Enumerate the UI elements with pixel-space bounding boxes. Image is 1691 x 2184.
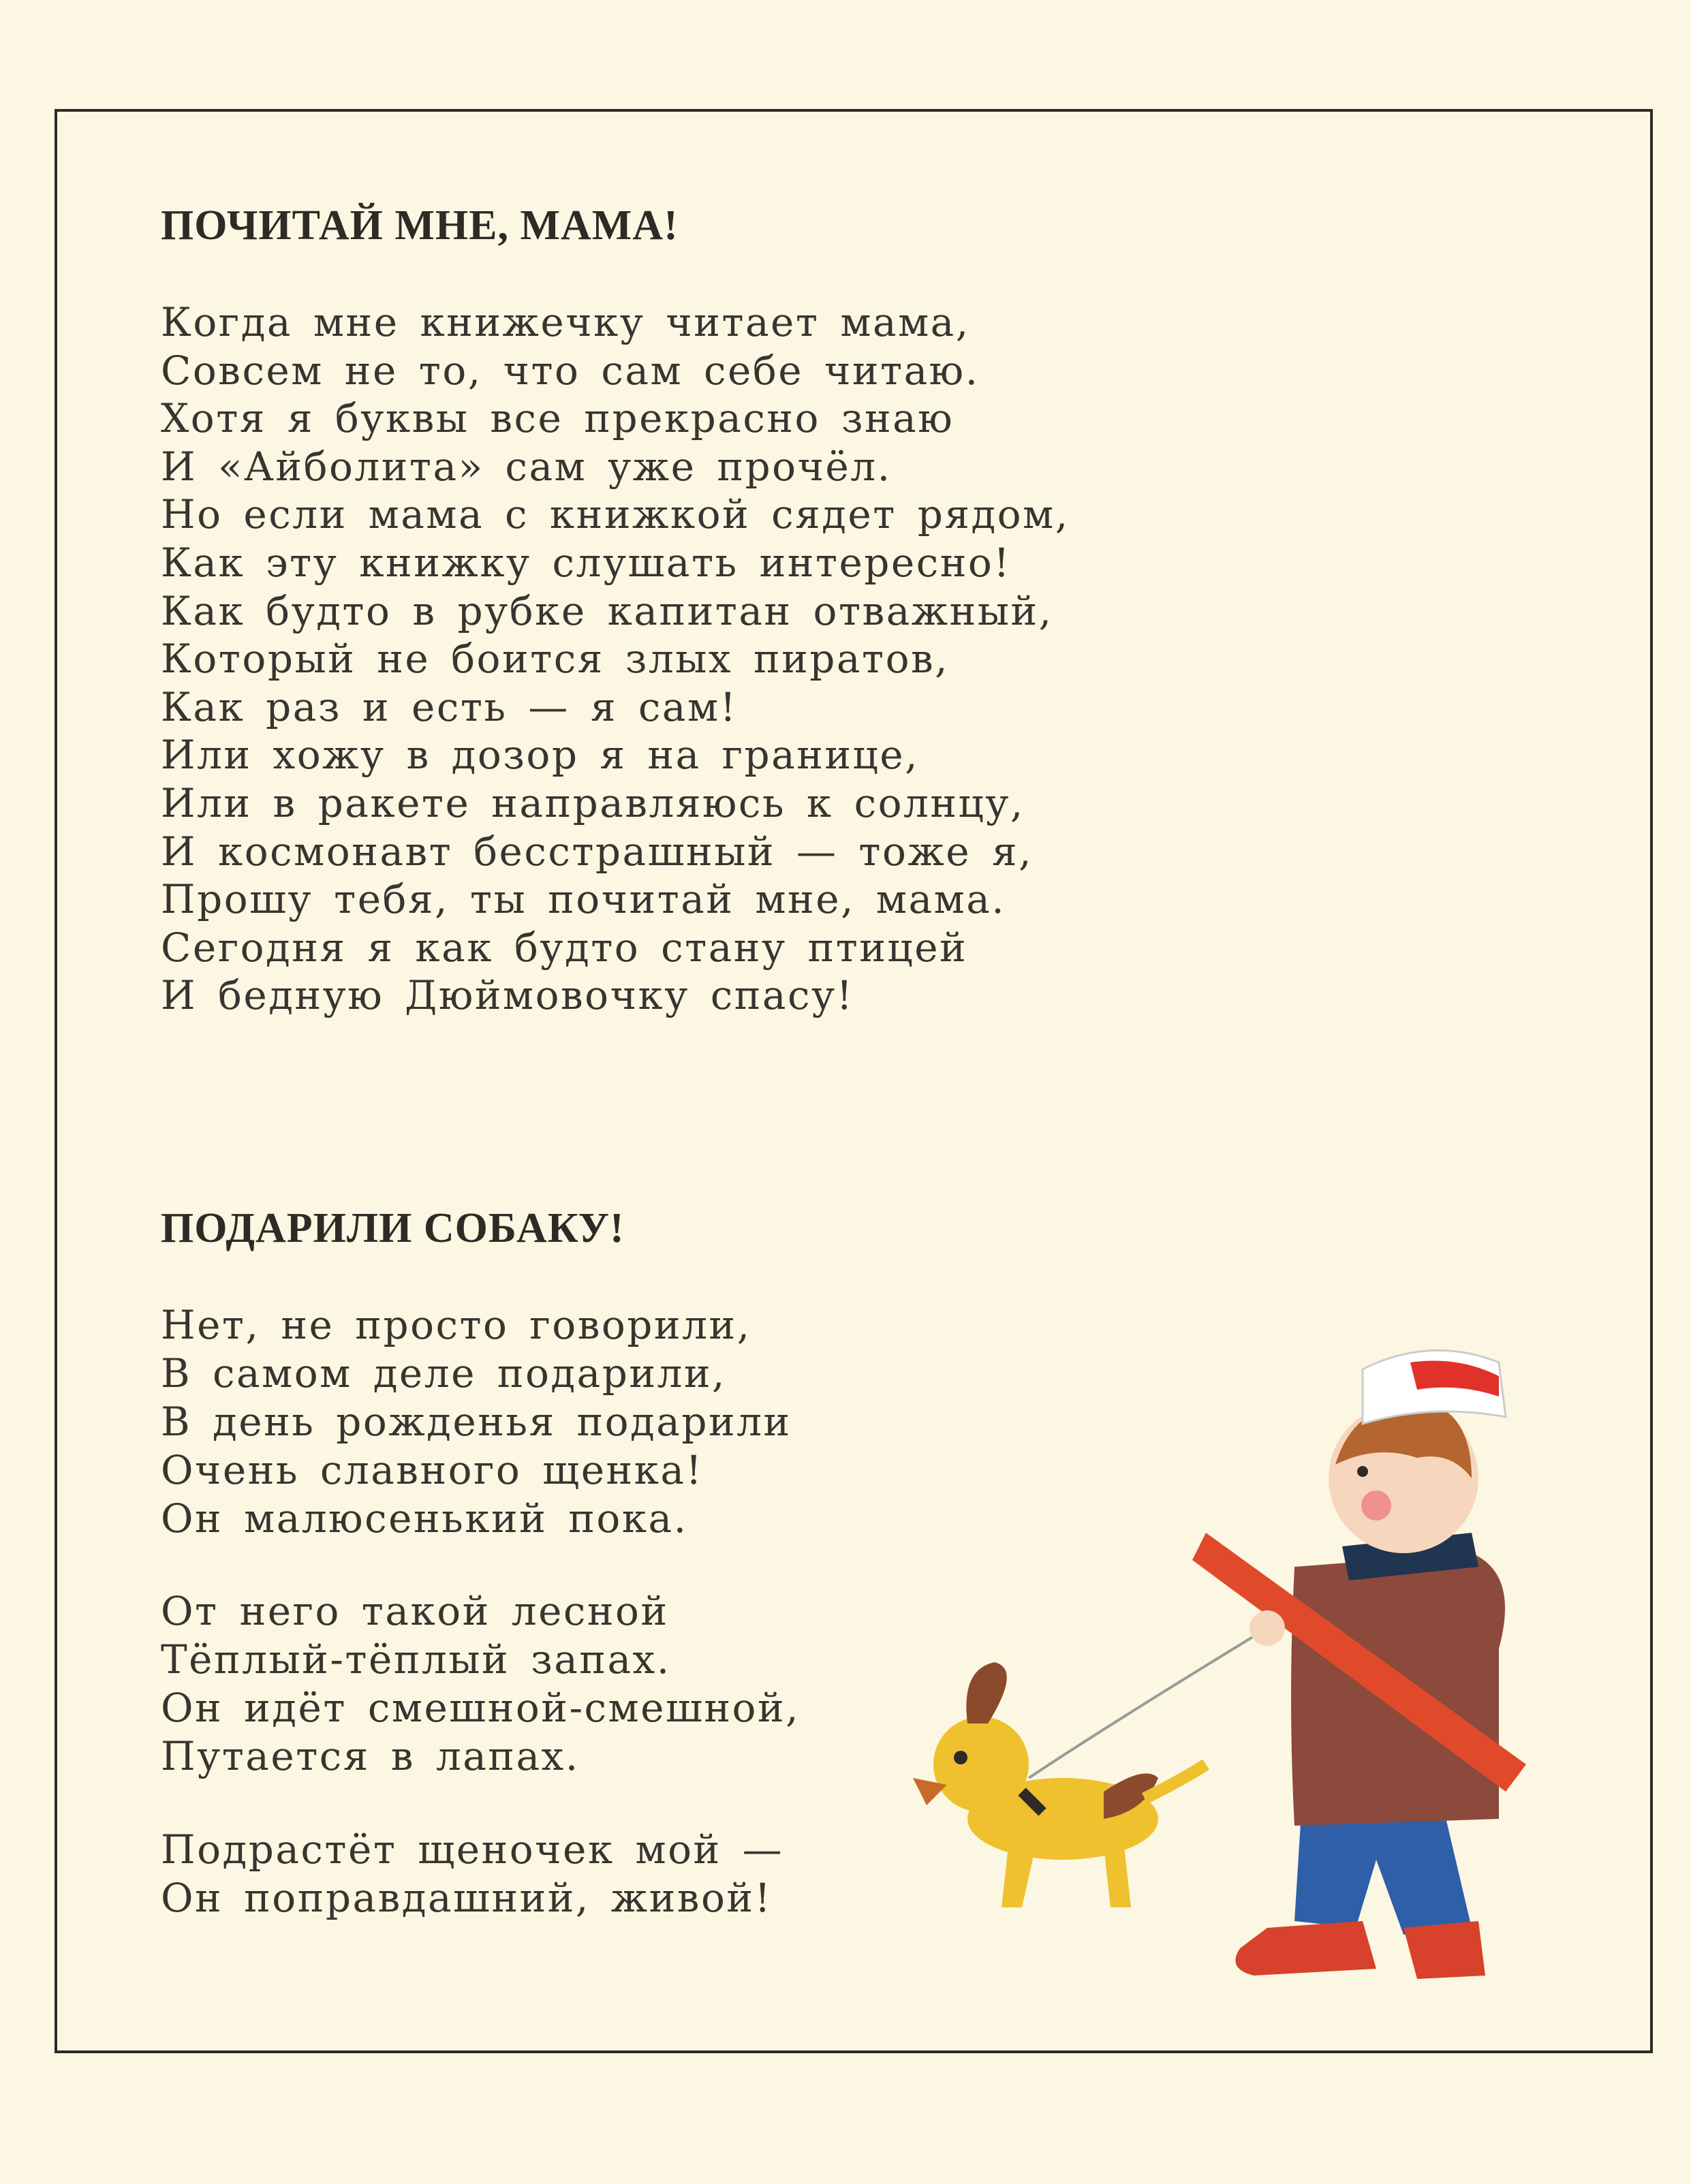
poem-line: От него такой лесной bbox=[161, 1588, 669, 1634]
poem-line: В самом деле подарили, bbox=[161, 1350, 726, 1397]
poem-line: Который не боится злых пиратов, bbox=[161, 636, 950, 683]
poem-line: И бедную Дюймовочку спасу! bbox=[161, 972, 854, 1019]
poem-line: Он поправдашний, живой! bbox=[161, 1875, 773, 1921]
poem-stanza-2 bbox=[161, 1587, 800, 1781]
boy-left-boot bbox=[1235, 1921, 1376, 1976]
poem-body-read-to-me bbox=[161, 298, 1070, 1020]
boy-hand bbox=[1250, 1610, 1285, 1646]
poem-line: Или хожу в дозор я на границе, bbox=[161, 732, 920, 779]
poem-stanza-3 bbox=[161, 1826, 784, 1922]
poem-title-gave-a-dog: ПОДАРИЛИ СОБАКУ! bbox=[161, 1205, 625, 1251]
poem-line: Но если мама с книжкой сядет рядом, bbox=[161, 491, 1070, 538]
poem-line: Или в ракете направляюсь к солнцу, bbox=[161, 779, 1025, 826]
boy-cheek bbox=[1361, 1491, 1391, 1520]
poem-line: Тёплый-тёплый запах. bbox=[161, 1636, 671, 1683]
dog-front-leg bbox=[1002, 1846, 1036, 1907]
poem-line: Совсем не то, что сам себе читаю. bbox=[161, 347, 980, 394]
poem-line: Когда мне книжечку читает мама, bbox=[161, 299, 970, 345]
poem-line: Как раз и есть — я сам! bbox=[161, 683, 738, 730]
poem-title-read-to-me: ПОЧИТАЙ МНЕ, МАМА! bbox=[161, 202, 679, 249]
boy-right-boot bbox=[1403, 1921, 1485, 1979]
poem-line: Очень славного щенка! bbox=[161, 1447, 704, 1493]
dog-eye bbox=[954, 1751, 967, 1764]
poem-line: Он идёт смешной-смешной, bbox=[161, 1685, 801, 1731]
boy-eye bbox=[1357, 1466, 1368, 1477]
poem-line: Хотя я буквы все прекрасно знаю bbox=[161, 395, 955, 442]
boy-walking-dog-illustration bbox=[886, 1342, 1567, 1996]
poem-line: Нет, не просто говорили, bbox=[161, 1302, 751, 1348]
poem-line: И «Айболита» сам уже прочёл. bbox=[161, 443, 892, 490]
dog-ear bbox=[966, 1662, 1006, 1723]
poem-line: Как будто в рубке капитан отважный, bbox=[161, 587, 1053, 634]
poem-line: В день рожденья подарили bbox=[161, 1399, 792, 1445]
poem-stanza-1 bbox=[161, 1301, 792, 1543]
poem-line: Подрастёт щеночек мой — bbox=[161, 1826, 784, 1873]
dog-back-leg bbox=[1104, 1846, 1131, 1907]
boy-trousers bbox=[1294, 1812, 1472, 1935]
leash-line bbox=[1029, 1628, 1267, 1778]
poem-line: Он малюсенький пока. bbox=[161, 1495, 688, 1542]
poem-line: Прошу тебя, ты почитай мне, мама. bbox=[161, 876, 1006, 923]
dog-head bbox=[933, 1717, 1029, 1812]
poem-line: И космонавт бесстрашный — тоже я, bbox=[161, 828, 1034, 875]
poem-line: Путается в лапах. bbox=[161, 1733, 580, 1779]
poem-line: Как эту книжку слушать интересно! bbox=[161, 539, 1012, 586]
poem-line: Сегодня я как будто стану птицей bbox=[161, 924, 968, 971]
